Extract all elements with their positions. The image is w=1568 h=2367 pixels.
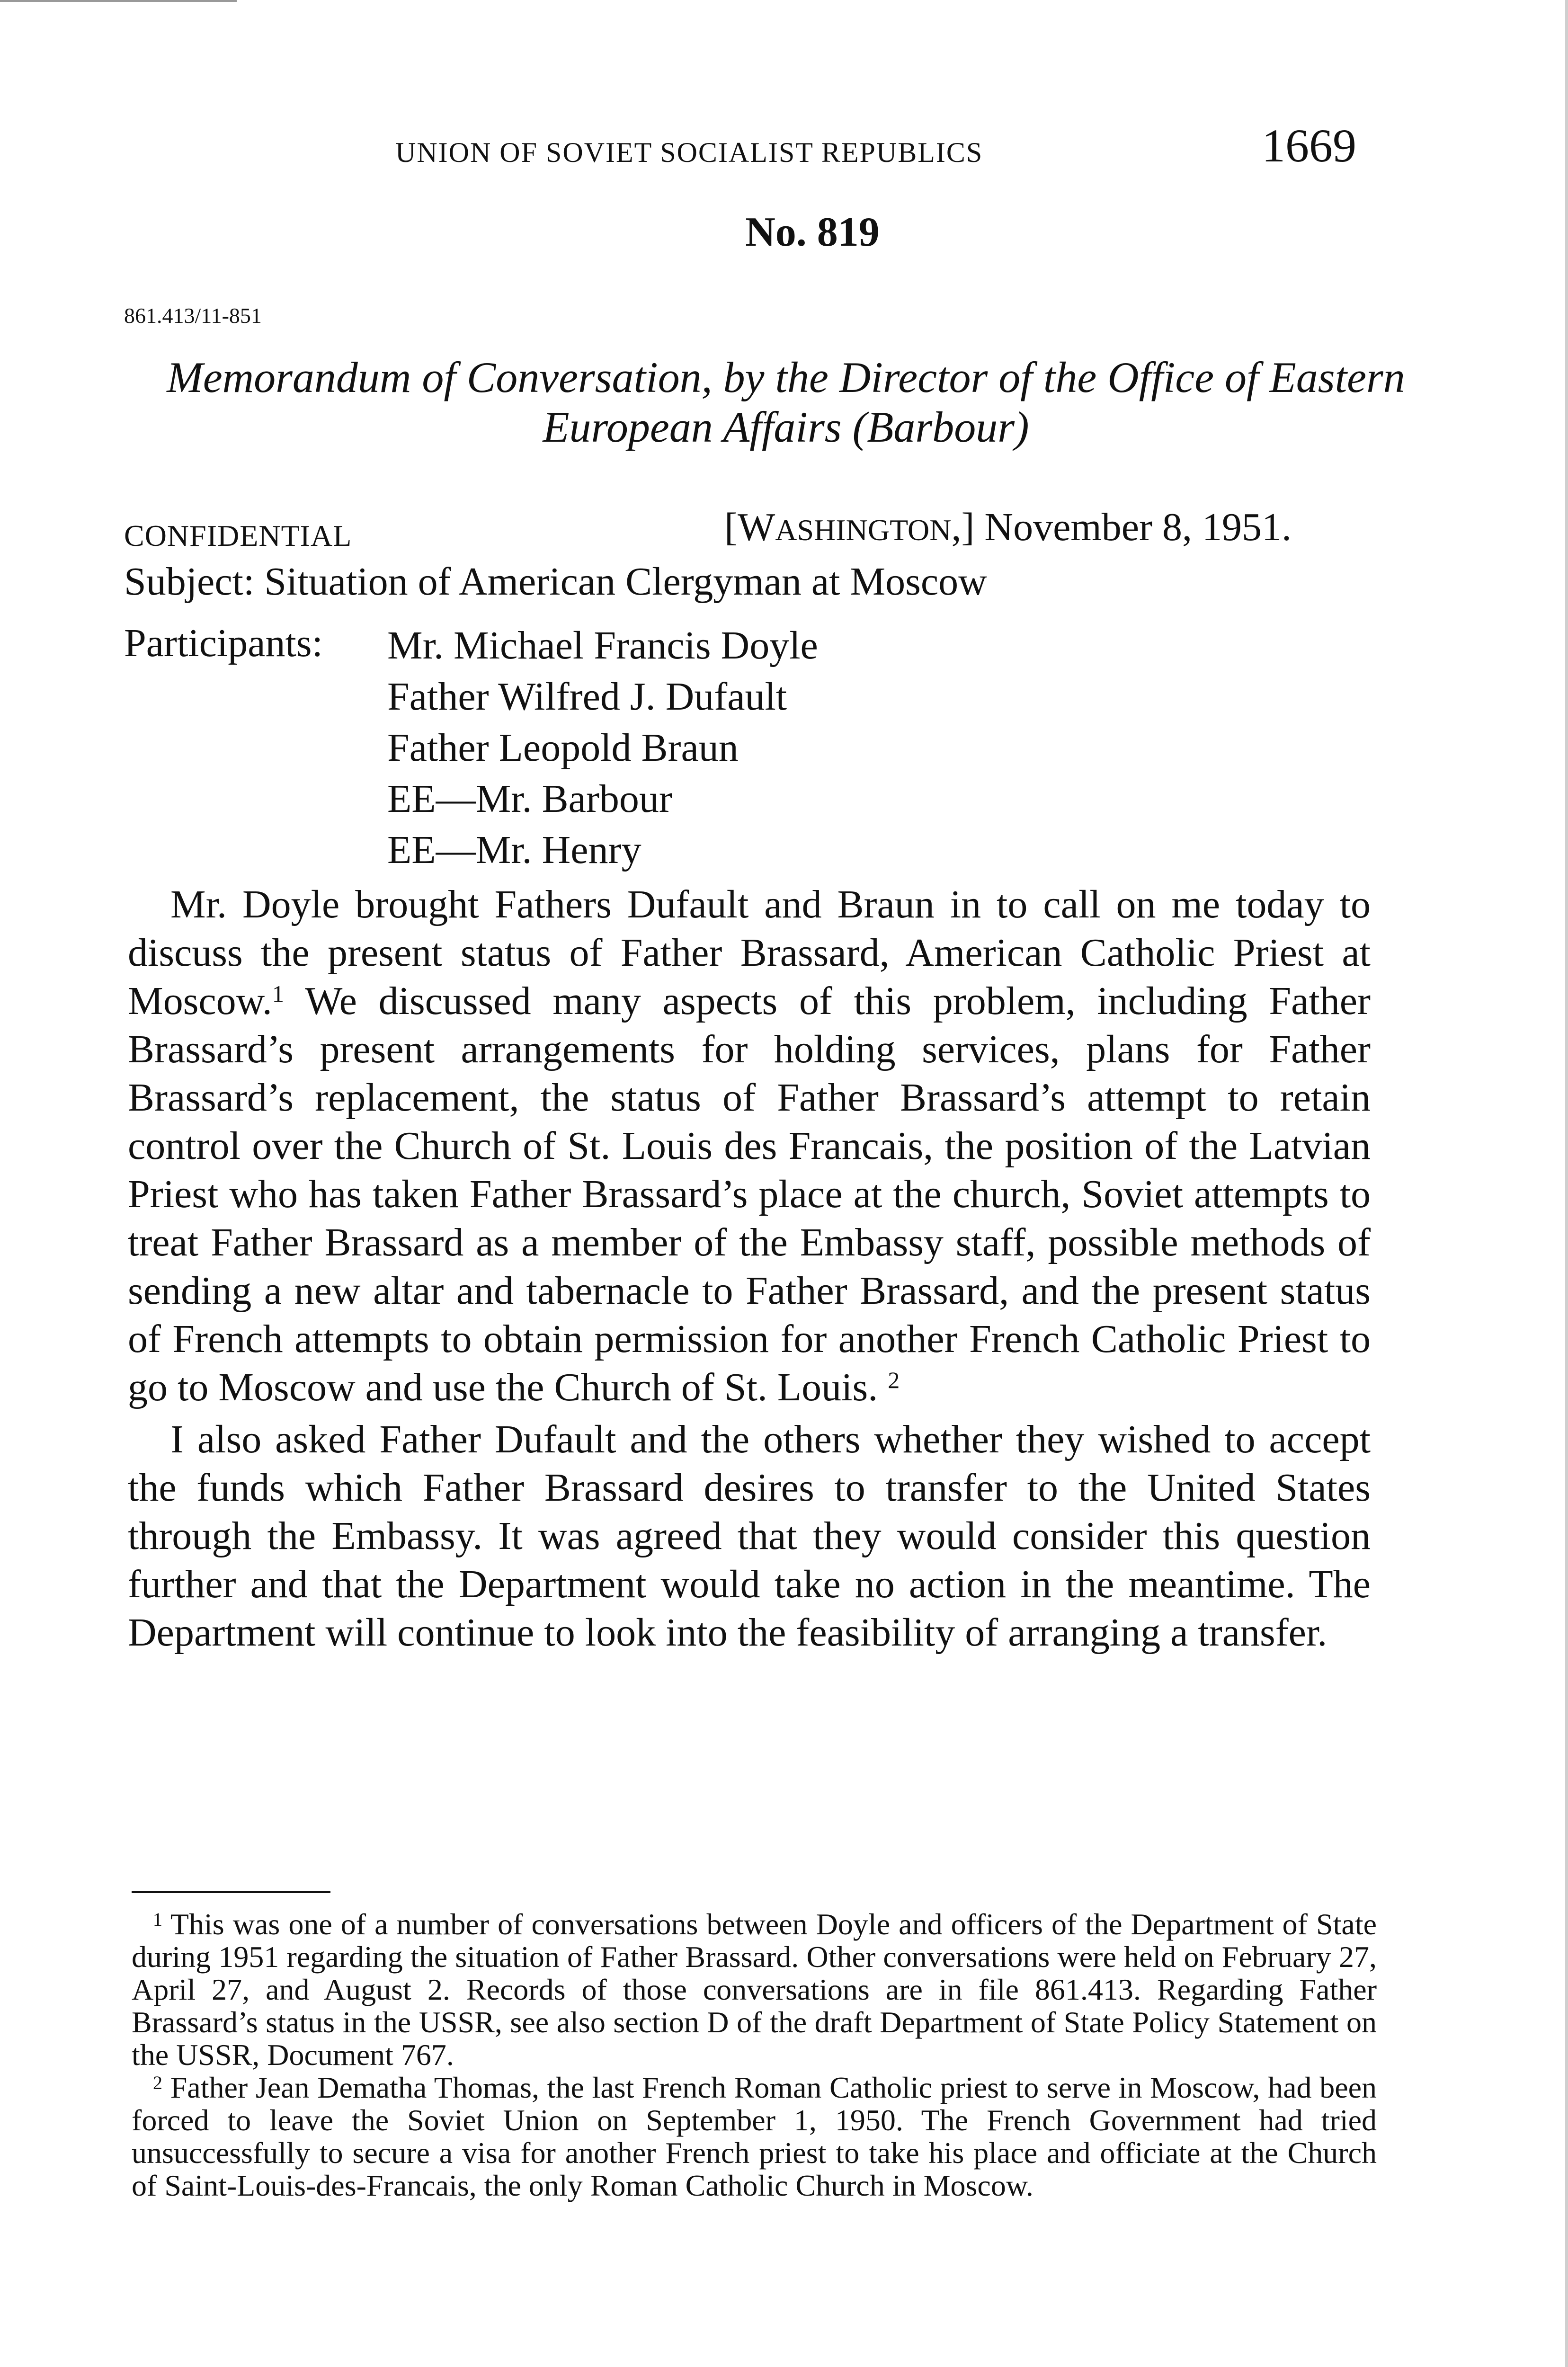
footnote-mark: 1 xyxy=(153,1909,162,1930)
body-paragraph xyxy=(128,881,1371,1412)
participant: EE—Mr. Henry xyxy=(387,828,641,872)
scan-top-rule xyxy=(0,0,237,2)
participant: Mr. Michael Francis Doyle xyxy=(387,623,818,667)
participant: EE—Mr. Barbour xyxy=(387,777,672,821)
footnote-rule xyxy=(132,1891,330,1893)
footnote-text: This was one of a number of conversations between Doyle and officers of the Department of State during 1951 regarding the situation of Father Brassard. Other conversations were held on February 27, April 27, and August 2. Records of those conversations are in file 861.413. Regarding Father Brassard’s status in the USSR, see also section D of the draft Department of State Policy Statement on the USSR, Document 767. xyxy=(132,1907,1377,2072)
page-number: 1669 xyxy=(1262,119,1356,172)
place-initial: W xyxy=(737,505,775,549)
subject-line: Subject: Situation of American Clergyman at Moscow xyxy=(124,560,987,604)
file-reference: 861.413/11-851 xyxy=(124,303,262,328)
body-text: We discussed many aspects of this problem, including Father Brassard’s present arrangements for holding services, plans for Father Brassard’s replacement, the status of Father Brassard’s attempt to retain control over the Church of St. Louis des Francais, the position of the Latvian Priest who has taken Father Brassard’s place at the church, Soviet attempts to treat Father Brassard as a member of the Embassy staff, possible methods of sending a new altar and tabernacle to Father Brassard, and the present status of French attempts to obtain permission for another French Catholic Priest to go to Moscow and use the Church of St. Louis. xyxy=(128,979,1371,1409)
memo-title: Memorandum of Conversation, by the Director of the Office of Eastern European Affairs (Barbour) xyxy=(167,353,1405,451)
body-text: Mr. Doyle brought Fathers Dufault and Braun in to call on me today to discuss the present status of Father Brassard, American Catholic Priest at Moscow. xyxy=(128,882,1371,1023)
memo-body xyxy=(128,881,1371,1657)
place-rest: ASHINGTON xyxy=(775,513,952,547)
document-number: No. 819 xyxy=(745,209,880,255)
running-head: UNION OF SOVIET SOCIALIST REPUBLICS xyxy=(395,137,983,168)
footnote-ref: 2 xyxy=(888,1367,900,1393)
footnote xyxy=(132,2071,1377,2202)
footnote-mark: 2 xyxy=(153,2072,162,2093)
body-paragraph: I also asked Father Dufault and the others whether they wished to accept the funds which Father Brassard desires to transfer to the United States through the Embassy. It was agreed that they would consider this question further and that the Department would take no action in the meantime. The Department will continue to look into the feasibility of arranging a transfer. xyxy=(128,1417,1371,1655)
participants-label: Participants: xyxy=(124,621,323,665)
footnotes xyxy=(132,1908,1377,2202)
footnote-text: Father Jean Dematha Thomas, the last French Roman Catholic priest to serve in Moscow, had been forced to leave the Soviet Union on September 1, 1950. The French Government had tried unsuccessfully to secure a visa for another French priest to take his place and officiate at the Church of Saint-Louis-des-Francais, the only Roman Catholic Church in Moscow. xyxy=(132,2071,1377,2202)
participant: Father Leopold Braun xyxy=(387,726,739,770)
place-close: ,] xyxy=(951,505,975,549)
participant: Father Wilfred J. Dufault xyxy=(387,675,787,719)
participants-list xyxy=(387,620,818,876)
date: November 8, 1951. xyxy=(974,505,1292,549)
classification-label: CONFIDENTIAL xyxy=(124,519,352,552)
footnote-ref: 1 xyxy=(272,980,284,1007)
footnote xyxy=(132,1908,1377,2071)
scan-edge xyxy=(1565,0,1568,2367)
place-open: [ xyxy=(724,505,738,549)
dateline xyxy=(724,504,1292,550)
